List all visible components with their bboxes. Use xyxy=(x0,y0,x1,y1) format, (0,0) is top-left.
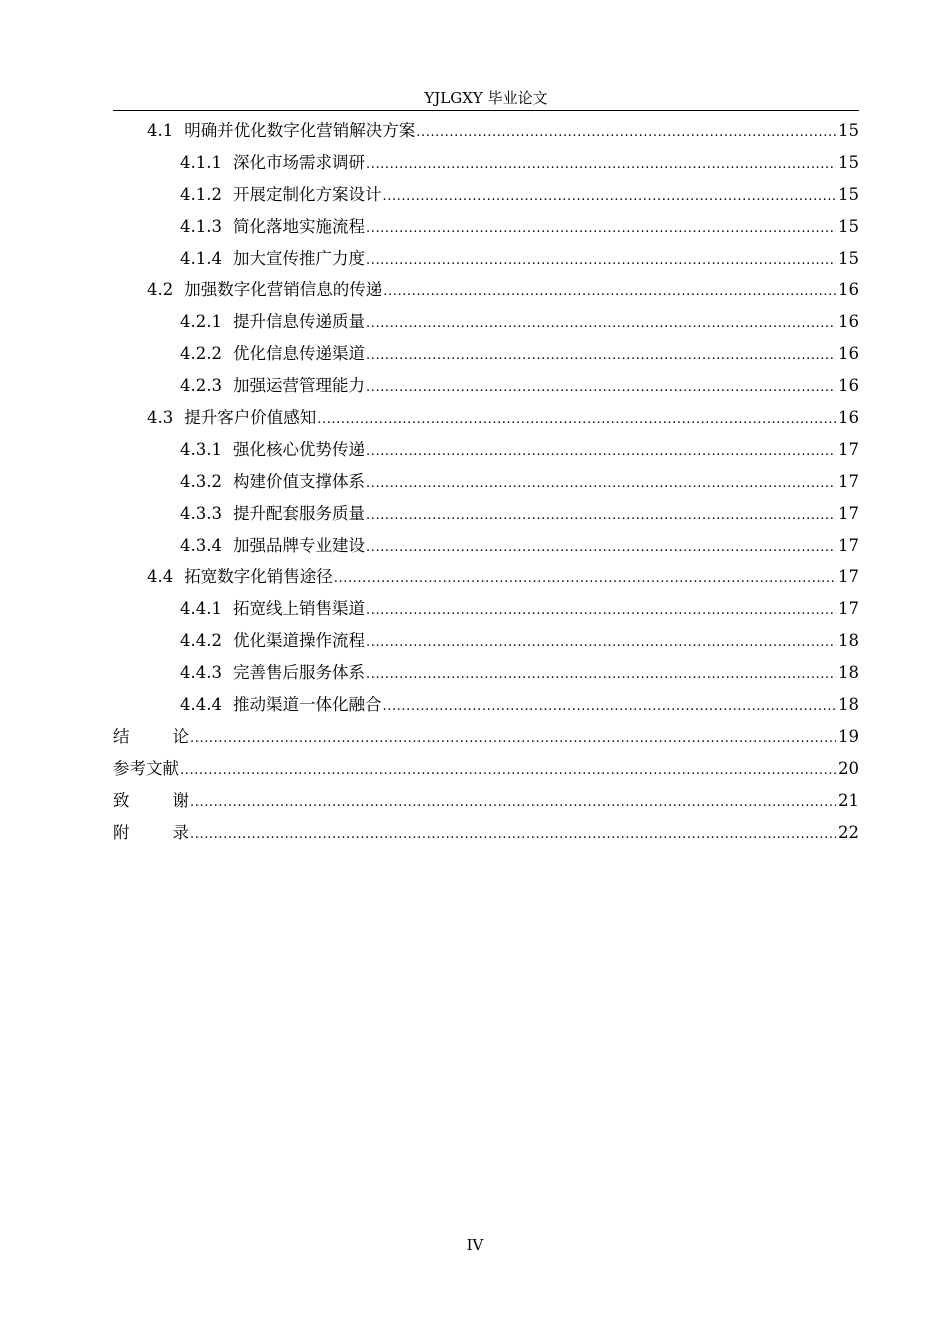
toc-entry-page: 18 xyxy=(838,663,859,683)
toc-dot-leader xyxy=(366,603,836,618)
toc-entry-number: 4.3 xyxy=(147,408,174,428)
toc-dot-leader xyxy=(190,731,836,746)
page-number: IV xyxy=(466,1236,484,1254)
toc-entry-number: 4.4 xyxy=(147,567,174,587)
toc-entry-number: 4.1 xyxy=(147,121,174,140)
toc-entry-title: 简化落地实施流程 xyxy=(232,216,365,236)
toc-dot-leader xyxy=(366,380,836,395)
toc-dot-leader xyxy=(190,795,836,810)
toc-entry[interactable] xyxy=(113,181,859,213)
toc-entry-page: 15 xyxy=(838,184,859,204)
toc-entry-title: 加强品牌专业建设 xyxy=(232,535,365,555)
toc-entry-title: 拓宽数字化销售途径 xyxy=(184,567,333,587)
toc-entry-page: 15 xyxy=(838,216,859,236)
toc-entry-page: 17 xyxy=(838,439,859,459)
toc-entry-title: 优化渠道操作流程 xyxy=(232,631,365,651)
toc-dot-leader xyxy=(366,316,836,331)
toc-entry[interactable] xyxy=(113,723,859,755)
toc-entry-title: 拓宽线上销售渠道 xyxy=(232,599,365,619)
toc-entry[interactable] xyxy=(113,276,859,308)
toc-entry[interactable] xyxy=(113,340,859,372)
toc-entry-number: 4.1.1 xyxy=(180,152,222,172)
toc-dot-leader xyxy=(366,476,836,491)
toc-entry[interactable] xyxy=(113,659,859,691)
toc-entry[interactable] xyxy=(113,755,859,787)
toc-entry-page: 16 xyxy=(838,376,859,396)
toc-entry-page: 17 xyxy=(838,503,859,523)
toc-dot-leader xyxy=(366,540,836,555)
toc-entry-page: 17 xyxy=(838,567,859,587)
toc-entry[interactable] xyxy=(113,213,859,245)
toc-entry-number: 4.1.4 xyxy=(180,248,222,268)
toc-entry[interactable] xyxy=(113,149,859,181)
toc-entry-title: 优化信息传递渠道 xyxy=(232,344,365,364)
toc-entry-number: 4.4.2 xyxy=(180,631,222,651)
toc-dot-leader xyxy=(416,125,836,140)
toc-entry-page: 20 xyxy=(838,758,859,778)
toc-dot-leader xyxy=(366,253,836,268)
toc-entry-title: 致谢 xyxy=(113,790,189,810)
toc-entry-page: 21 xyxy=(838,790,859,810)
toc-entry-number: 4.3.4 xyxy=(180,535,222,555)
toc-dot-leader xyxy=(180,763,836,778)
toc-entry-page: 19 xyxy=(838,726,859,746)
toc-entry-page: 15 xyxy=(838,152,859,172)
toc-entry-number: 4.3.3 xyxy=(180,503,222,523)
toc-entry-number: 4.3.2 xyxy=(180,471,222,491)
toc-dot-leader xyxy=(366,348,836,363)
toc-entry-page: 16 xyxy=(838,280,859,300)
toc-entry-title: 开展定制化方案设计 xyxy=(232,184,382,204)
toc-entry-title: 提升配套服务质量 xyxy=(232,503,365,523)
toc-entry-title: 附录 xyxy=(113,822,189,842)
toc-entry-page: 22 xyxy=(838,822,859,842)
toc-dot-leader xyxy=(382,699,836,714)
toc-entry-page: 16 xyxy=(838,344,859,364)
toc-entry-number: 4.2 xyxy=(147,280,174,300)
toc-entry-title: 完善售后服务体系 xyxy=(232,663,365,683)
toc-entry[interactable] xyxy=(113,563,859,595)
toc-entry-title: 明确并优化数字化营销解决方案 xyxy=(184,121,416,140)
toc-dot-leader xyxy=(366,444,836,459)
toc-entry-number: 4.3.1 xyxy=(180,439,222,459)
toc-entry-page: 16 xyxy=(838,312,859,332)
toc-entry-number: 4.4.3 xyxy=(180,663,222,683)
toc-entry-page: 16 xyxy=(838,408,859,428)
toc-entry-title: 强化核心优势传递 xyxy=(232,439,365,459)
toc-entry-page: 18 xyxy=(838,631,859,651)
toc-dot-leader xyxy=(366,221,836,236)
toc-entry[interactable] xyxy=(113,787,859,819)
toc-dot-leader xyxy=(190,827,836,842)
toc-entry[interactable] xyxy=(113,308,859,340)
toc-entry-title: 推动渠道一体化融合 xyxy=(232,695,382,715)
toc-dot-leader xyxy=(366,508,836,523)
toc-entry-page: 15 xyxy=(838,121,859,140)
toc-entry-number: 4.4.4 xyxy=(180,695,222,715)
toc-entry-title: 加强数字化营销信息的传递 xyxy=(184,280,383,300)
toc-entry[interactable] xyxy=(113,691,859,723)
toc-entry[interactable] xyxy=(113,532,859,564)
toc-entry-title: 加大宣传推广力度 xyxy=(232,248,365,268)
toc-entry[interactable] xyxy=(113,500,859,532)
toc-entry-number: 4.2.2 xyxy=(180,344,222,364)
toc-entry-number: 4.1.3 xyxy=(180,216,222,236)
toc-dot-leader xyxy=(383,284,836,299)
toc-entry-page: 15 xyxy=(838,248,859,268)
page-header: YJLGXY 毕业论文 xyxy=(113,88,859,111)
toc-entry[interactable] xyxy=(113,245,859,277)
toc-entry-title: 提升客户价值感知 xyxy=(184,408,317,428)
toc-entry-page: 17 xyxy=(838,535,859,555)
toc-dot-leader xyxy=(382,189,836,204)
toc-entry-page: 17 xyxy=(838,599,859,619)
toc-entry[interactable] xyxy=(113,595,859,627)
toc-entry[interactable] xyxy=(113,436,859,468)
toc-entry-page: 18 xyxy=(838,695,859,715)
toc-entry-number: 4.2.3 xyxy=(180,376,222,396)
table-of-contents xyxy=(113,117,859,850)
toc-entry[interactable] xyxy=(113,627,859,659)
toc-entry-page: 17 xyxy=(838,471,859,491)
toc-dot-leader xyxy=(334,571,836,586)
toc-entry[interactable] xyxy=(113,468,859,500)
toc-dot-leader xyxy=(317,412,836,427)
toc-entry-title: 深化市场需求调研 xyxy=(232,152,365,172)
toc-entry[interactable] xyxy=(113,372,859,404)
toc-dot-leader xyxy=(366,635,836,650)
toc-entry[interactable] xyxy=(113,819,859,851)
toc-dot-leader xyxy=(366,667,836,682)
toc-entry-title: 参考文献 xyxy=(113,758,179,778)
toc-entry[interactable] xyxy=(113,404,859,436)
toc-entry-title: 加强运营管理能力 xyxy=(232,376,365,396)
toc-entry-title: 结论 xyxy=(113,726,189,746)
toc-dot-leader xyxy=(366,157,836,172)
toc-entry-number: 4.2.1 xyxy=(180,312,222,332)
toc-entry-number: 4.4.1 xyxy=(180,599,222,619)
toc-entry-title: 提升信息传递质量 xyxy=(232,312,365,332)
toc-entry[interactable] xyxy=(113,117,859,149)
toc-entry-number: 4.1.2 xyxy=(180,184,222,204)
toc-entry-title: 构建价值支撑体系 xyxy=(232,471,365,491)
